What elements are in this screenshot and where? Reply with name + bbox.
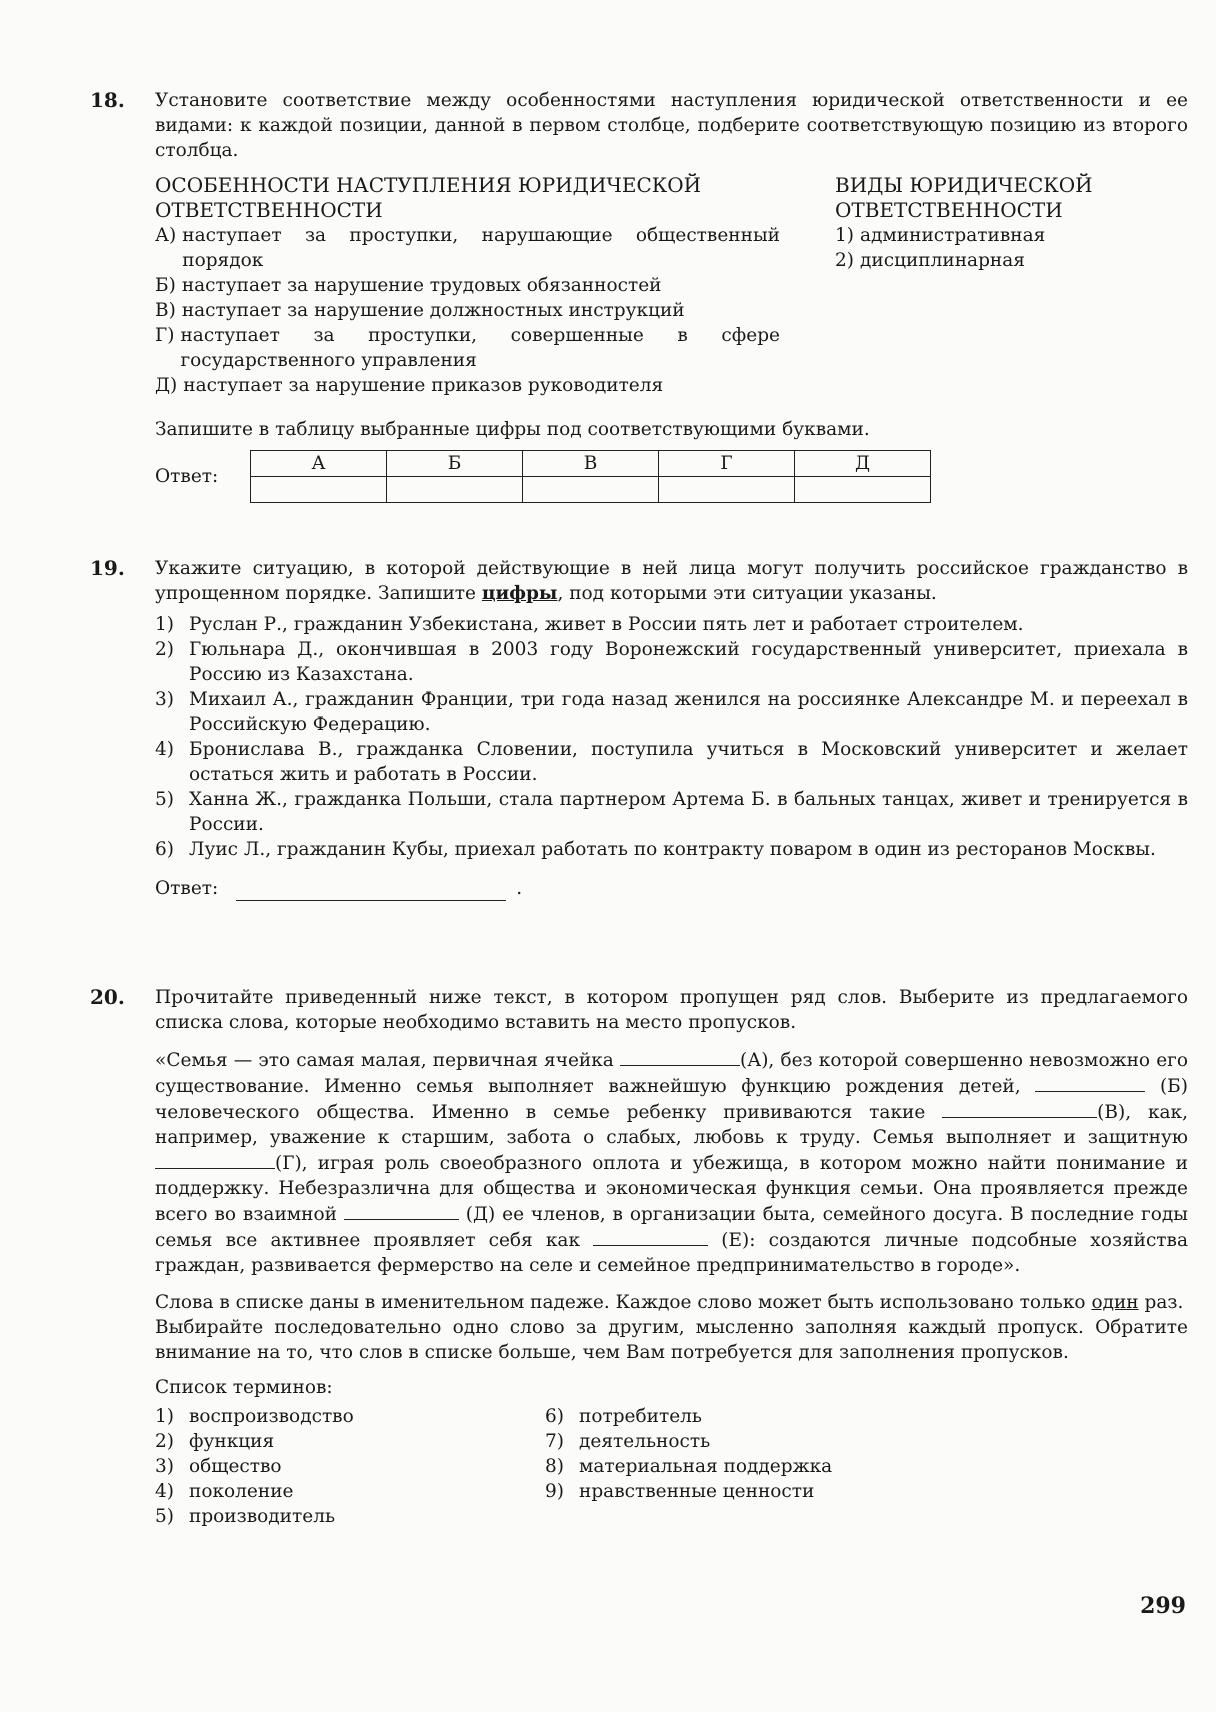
note: Выбирайте последовательно одно слово за другим, мысленно заполняя каждый пропуск. Обратите внимание на то, что слов в списке больше, чем Вам потребуется для заполнения пропусков.: [155, 1317, 1188, 1363]
emphasis: один: [1091, 1292, 1139, 1313]
right-column: [835, 173, 1195, 273]
answer-row: Ответ: .: [155, 878, 523, 899]
left-items: [155, 223, 780, 398]
instruction: Запишите в таблицу выбранные цифры под соответствующими буквами.: [155, 419, 870, 440]
list-item: 2) функция: [155, 1431, 275, 1452]
list-item: 6) потребитель: [545, 1406, 702, 1427]
table-header-cell: Д: [795, 451, 931, 477]
answer-cell[interactable]: [523, 477, 659, 503]
list-item: 8) материальная поддержка: [545, 1456, 833, 1477]
question-number: 19.: [90, 556, 125, 580]
page-number: 299: [1140, 1593, 1186, 1619]
left-column-heading: ОСОБЕННОСТИ НАСТУПЛЕНИЯ ЮРИДИЧЕСКОЙ ОТВЕТСТВЕННОСТИ: [155, 173, 702, 222]
list-item: 1) административная: [835, 225, 1046, 246]
question-20: [90, 985, 1190, 1529]
question-18: [90, 88, 1190, 503]
gap-passage: «Семья — это самая малая, первичная ячейка (А), без которой совершенно невозможно его существование. Именно семья выполняет важнейшую функцию рождения детей, (Б) человеческого общества. Именно в семье ребенку прививаются такие (В), как, например, уважение к старшим, забота о слабых, любовь к труду. Семья выполняет и защитную (Г), играя роль своеобразного оплота и убежища, в котором можно найти понимание и поддержку. Небезразлична для общества и экономическая функция семьи. Она проявляется прежде всего во взаимной (Д) ее членов, в организации быта, семейного досуга. В последние годы семья все активнее проявляет себя как (Е): создаются личные подсобные хозяйства граждан, развивается фермерство на селе и семейное предпринимательство в городе».: [155, 1047, 1188, 1278]
table-header-cell: А: [251, 451, 387, 477]
list-item: В) наступает за нарушение должностных инструкций: [155, 300, 685, 321]
answer-input[interactable]: [236, 880, 506, 901]
question-number: 20.: [90, 985, 125, 1009]
list-item: 4) Бронислава В., гражданка Словении, поступила учиться в Московский университет и желает остаться жить и работать в России.: [155, 739, 1188, 785]
matching-columns: [155, 173, 1188, 405]
list-item: 1) воспроизводство: [155, 1406, 354, 1427]
question-text: Укажите ситуацию, в которой действующие в ней лица могут получить российское гражданство в упрощенном порядке. Запишите цифры, под которыми эти ситуации указаны.: [155, 558, 1188, 604]
answer-label: Ответ:: [155, 466, 219, 487]
list-item: 7) деятельность: [545, 1431, 711, 1452]
answer-table: [250, 450, 931, 503]
table-header-cell: Б: [387, 451, 523, 477]
gap-blank[interactable]: [942, 1099, 1097, 1118]
left-column: [155, 173, 780, 398]
right-column-heading: ВИДЫ ЮРИДИЧЕСКОЙ ОТВЕТСТВЕННОСТИ: [835, 173, 1093, 222]
answer-cell[interactable]: [659, 477, 795, 503]
list-item: 3) общество: [155, 1456, 282, 1477]
emphasis: цифры: [481, 583, 558, 604]
gap-blank[interactable]: [593, 1227, 708, 1246]
gap-blank[interactable]: [155, 1150, 275, 1169]
list-item: 3) Михаил А., гражданин Франции, три года назад женился на россиянке Александре М. и переехал в Российскую Федерацию.: [155, 689, 1188, 735]
terms-list: [155, 1404, 1188, 1529]
list-item: 9) нравственные ценности: [545, 1481, 815, 1502]
table-header-cell: Г: [659, 451, 795, 477]
list-item: Б) наступает за нарушение трудовых обязанностей: [155, 275, 662, 296]
table-header-cell: В: [523, 451, 659, 477]
situations-list: [155, 612, 1188, 862]
list-item: 6) Луис Л., гражданин Кубы, приехал работать по контракту поваром в один из ресторанов Москвы.: [155, 839, 1156, 860]
list-item: 5) производитель: [155, 1506, 336, 1527]
answer-label: Ответ:: [155, 878, 219, 899]
gap-blank[interactable]: [1035, 1073, 1145, 1092]
list-item: 1) Руслан Р., гражданин Узбекистана, живет в России пять лет и работает строителем.: [155, 614, 1024, 635]
question-text: Установите соответствие между особенностями наступления юридической ответственности и ее видами: к каждой позиции, данной в первом столбце, подберите соответствующую позицию из второго столбца.: [155, 90, 1188, 161]
list-item: 5) Ханна Ж., гражданка Польши, стала партнером Артема Б. в бальных танцах, живет и тренируется в России.: [155, 789, 1188, 835]
terms-column-right: [545, 1404, 935, 1529]
gap-blank[interactable]: [620, 1047, 740, 1066]
question-19: [90, 556, 1190, 901]
answer-row: [155, 450, 1188, 503]
answer-cell[interactable]: [251, 477, 387, 503]
list-item: А) наступает за проступки, нарушающие общественный порядок: [155, 225, 780, 271]
list-item: Д) наступает за нарушение приказов руководителя: [155, 375, 664, 396]
question-text: Прочитайте приведенный ниже текст, в котором пропущен ряд слов. Выберите из предлагаемого списка слова, которые необходимо вставить на место пропусков.: [155, 987, 1188, 1033]
list-item: 4) поколение: [155, 1481, 294, 1502]
gap-blank[interactable]: [344, 1201, 459, 1220]
terms-title: Список терминов:: [155, 1377, 333, 1398]
list-item: Г) наступает за проступки, совершенные в сфере государственного управления: [155, 325, 780, 371]
list-item: 2) дисциплинарная: [835, 250, 1025, 271]
list-item: 2) Гюльнара Д., окончившая в 2003 году Воронежский государственный университет, приехала в Россию из Казахстана.: [155, 639, 1188, 685]
question-number: 18.: [90, 88, 125, 112]
answer-cell[interactable]: [387, 477, 523, 503]
answer-cell[interactable]: [795, 477, 931, 503]
note: Слова в списке даны в именительном падеже. Каждое слово может быть использовано только один раз.: [155, 1292, 1184, 1313]
terms-column-left: [155, 1404, 545, 1529]
